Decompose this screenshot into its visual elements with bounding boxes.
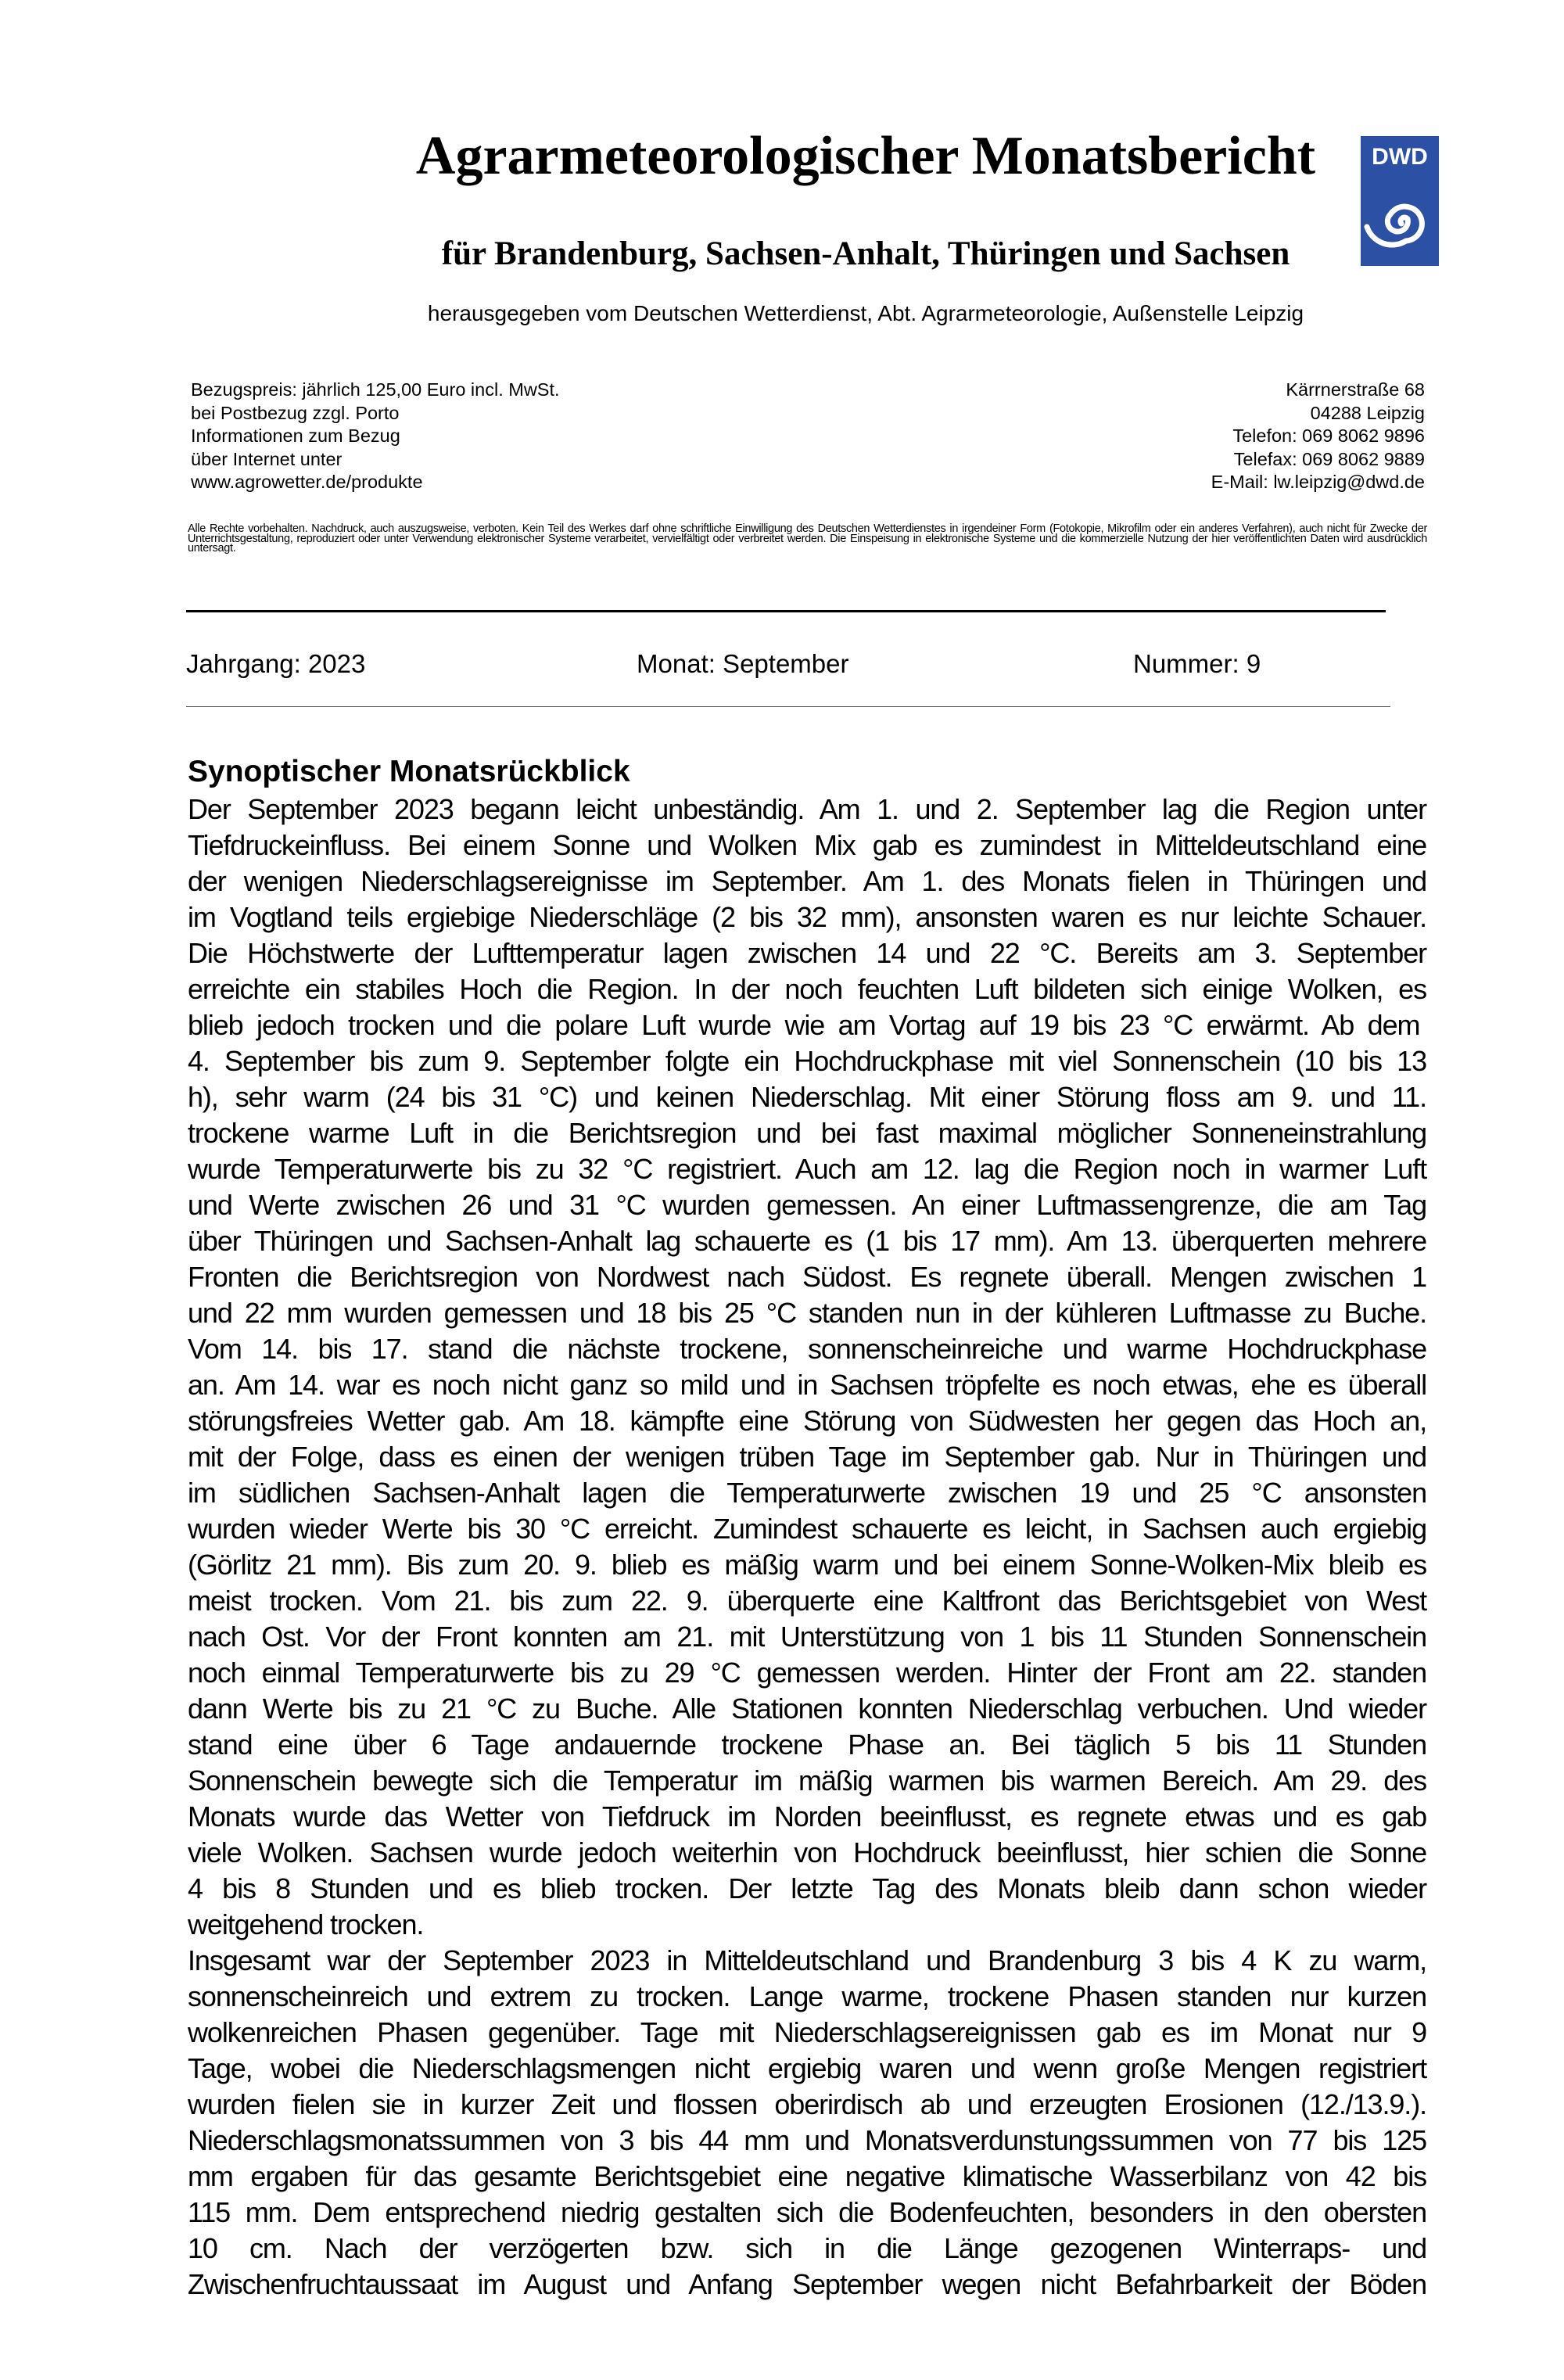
text-line: (Görlitz 21 mm). Bis zum 20. 9. blieb es mäßig warm und bei einem Sonne-Wolken-Mix bleib es <box>188 1549 1426 1581</box>
text-line: noch einmal Temperaturwerte bis zu 29 °C gemessen werden. Hinter der Front am 22. standen <box>188 1657 1426 1689</box>
text-line: wolkenreichen Phasen gegenüber. Tage mit Niederschlagsereignissen gab es im Monat nur 9 <box>188 2016 1426 2048</box>
publisher-line: herausgegeben vom Deutschen Wetterdienst, Abt. Agrarmeteorologie, Außenstelle Leipzig <box>427 301 1304 325</box>
email[interactable]: E-Mail: lw.leipzig@dwd.de <box>1211 472 1425 492</box>
text-line: störungsfreies Wetter gab. Am 18. kämpfte eine Störung von Südwesten her gegen das Hoch an, <box>188 1405 1426 1437</box>
text-line: weitgehend trocken. <box>188 1908 424 1940</box>
divider <box>186 610 1386 612</box>
text-line: Vom 14. bis 17. stand die nächste trockene, sonnenscheinreiche und warme Hochdruckphase <box>188 1333 1426 1365</box>
text-line: Tage, wobei die Niederschlagsmengen nicht ergiebig waren und wenn große Mengen registriert <box>188 2052 1426 2084</box>
text-line: Zwischenfruchtaussaat im August und Anfang September wegen nicht Befahrbarkeit der Böden <box>188 2268 1426 2300</box>
text-line: stand eine über 6 Tage andauernde trockene Phase an. Bei täglich 5 bis 11 Stunden <box>188 1728 1426 1761</box>
text-line: und Werte zwischen 26 und 31 °C wurden gemessen. An einer Luftmassengrenze, die am Tag <box>188 1189 1426 1221</box>
text-line: Die Höchstwerte der Lufttemperatur lagen zwischen 14 und 22 °C. Bereits am 3. September <box>188 937 1426 969</box>
text-line: Insgesamt war der September 2023 in Mitteldeutschland und Brandenburg 3 bis 4 K zu warm, <box>188 1944 1426 1976</box>
text-line: 4 bis 8 Stunden und es blieb trocken. Der letzte Tag des Monats bleib dann schon wieder <box>188 1872 1426 1904</box>
text-line: mit der Folge, dass es einen der wenigen trüben Tage im September gab. Nur in Thüringen und <box>188 1441 1426 1473</box>
text-line: Niederschlagsmonatssummen von 3 bis 44 mm und Monatsverdunstungssummen von 77 bis 125 <box>188 2124 1426 2156</box>
subscription-info <box>191 379 560 494</box>
text-line: der wenigen Niederschlagsereignisse im September. Am 1. des Monats fielen in Thüringen und <box>188 865 1426 897</box>
text-line: Sonnenschein bewegte sich die Temperatur im mäßig warmen bis warmen Bereich. Am 29. des <box>188 1764 1426 1797</box>
text-line: mm ergaben für das gesamte Berichtsgebiet eine negative klimatische Wasserbilanz von 42 bis <box>188 2160 1426 2192</box>
subscription-link[interactable]: www.agrowetter.de/produkte <box>191 472 423 492</box>
fax: Telefax: 069 8062 9889 <box>1233 448 1425 469</box>
text-line: über Thüringen und Sachsen-Anhalt lag schauerte es (1 bis 17 mm). Am 13. überquerten mehrere <box>188 1225 1426 1257</box>
text-line: Monats wurde das Wetter von Tiefdruck im Norden beeinflusst, es regnete etwas und es gab <box>188 1800 1426 1833</box>
text-line: 115 mm. Dem entsprechend niedrig gestalten sich die Bodenfeuchten, besonders in den obersten <box>188 2196 1426 2228</box>
text-line: Fronten die Berichtsregion von Nordwest nach Südost. Es regnete überall. Mengen zwischen 1 <box>188 1261 1426 1293</box>
text-line: wurde Temperaturwerte bis zu 32 °C registriert. Auch am 12. lag die Region noch in warmer Luft <box>188 1153 1426 1185</box>
text-line: erreichte ein stabiles Hoch die Region. In der noch feuchten Luft bildeten sich einige Wolken, es <box>188 973 1426 1005</box>
text-line: trockene warme Luft in die Berichtsregion und bei fast maximal möglicher Sonneneinstrahlung <box>188 1117 1426 1149</box>
phone: Telefon: 069 8062 9896 <box>1232 425 1425 446</box>
subscription-line: Informationen zum Bezug <box>191 425 400 446</box>
text-line: Der September 2023 begann leicht unbeständig. Am 1. und 2. September lag die Region unter <box>188 793 1426 825</box>
text-line: im südlichen Sachsen-Anhalt lagen die Temperaturwerte zwischen 19 und 25 °C ansonsten <box>188 1477 1426 1509</box>
text-line: und 22 mm wurden gemessen und 18 bis 25 °C standen nun in der kühleren Luftmasse zu Buche. <box>188 1297 1426 1329</box>
text-line: 10 cm. Nach der verzögerten bzw. sich in die Länge gezogenen Winterraps- und <box>188 2232 1426 2264</box>
address-block <box>1211 379 1425 494</box>
text-line: h), sehr warm (24 bis 31 °C) und keinen Niederschlag. Mit einer Störung floss am 9. und 11. <box>188 1081 1426 1113</box>
dwd-logo <box>1361 136 1439 266</box>
month-label: Monat: September <box>637 649 849 678</box>
text-line: dann Werte bis zu 21 °C zu Buche. Alle Stationen konnten Niederschlag verbuchen. Und wieder <box>188 1693 1426 1725</box>
address-line: Kärrnerstraße 68 <box>1286 379 1425 400</box>
address-line: 04288 Leipzig <box>1310 402 1425 423</box>
text-line: viele Wolken. Sachsen wurde jedoch weiterhin von Hochdruck beeinflusst, hier schien die Sonne <box>188 1836 1426 1868</box>
section-body <box>188 792 1426 2303</box>
text-line: wurden fielen sie in kurzer Zeit und flossen oberirdisch ab und erzeugten Erosionen (12./13.9.). <box>188 2088 1426 2120</box>
text-line: an. Am 14. war es noch nicht ganz so mild und in Sachsen tröpfelte es noch etwas, ehe es überall <box>188 1369 1426 1401</box>
subscription-line: bei Postbezug zzgl. Porto <box>191 402 400 423</box>
text-line: meist trocken. Vom 21. bis zum 22. 9. überquerte eine Kaltfront das Berichtsgebiet von West <box>188 1585 1426 1617</box>
text-line: Tiefdruckeinfluss. Bei einem Sonne und Wolken Mix gab es zumindest in Mitteldeutschland eine <box>188 829 1426 861</box>
text-line: im Vogtland teils ergiebige Niederschläge (2 bis 32 mm), ansonsten waren es nur leichte Schauer. <box>188 901 1426 933</box>
issue-number: Nummer: 9 <box>1133 649 1261 678</box>
divider <box>186 706 1390 707</box>
text-line: 4. September bis zum 9. September folgte ein Hochdruckphase mit viel Sonnenschein (10 bis 13 <box>188 1045 1426 1077</box>
text-line: wurden wieder Werte bis 30 °C erreicht. Zumindest schauerte es leicht, in Sachsen auch ergiebig <box>188 1513 1426 1545</box>
text-line: nach Ost. Vor der Front konnten am 21. mit Unterstützung von 1 bis 11 Stunden Sonnenschein <box>188 1621 1426 1653</box>
text-line: sonnenscheinreich und extrem zu trocken. Lange warme, trockene Phasen standen nur kurzen <box>188 1980 1426 2012</box>
text-line: blieb jedoch trocken und die polare Luft wurde wie am Vortag auf 19 bis 23 °C erwärmt. Ab dem <box>188 1009 1420 1041</box>
report-title: Agrarmeteorologischer Monatsbericht <box>415 126 1316 186</box>
section-heading: Synoptischer Monatsrückblick <box>188 755 630 788</box>
svg-text:DWD: DWD <box>1372 144 1428 170</box>
report-subtitle: für Brandenburg, Sachsen-Anhalt, Thüringen und Sachsen <box>441 235 1290 272</box>
subscription-line: über Internet unter <box>191 448 343 469</box>
subscription-line: Bezugspreis: jährlich 125,00 Euro incl. MwSt. <box>191 379 560 400</box>
copyright-notice: Alle Rechte vorbehalten. Nachdruck, auch auszugsweise, verboten. Kein Teil des Werkes darf ohne schriftliche Einwilligung des Deutschen Wetterdienstes in irgendeiner Form (Fotokopie, Mikrofilm oder ein anderes Verfahren), auch nicht für Zwecke der Unterrichtsgestaltung, reproduziert oder unter Verwendung elektronischer Systeme verarbeitet, vervielfältigt oder verbreitet werden. Die Einspeisung in elektronische Systeme und die kommerzielle Nutzung der hier veröffentlichten Daten wird ausdrücklich untersagt. <box>188 522 1427 555</box>
volume-label: Jahrgang: 2023 <box>186 649 366 678</box>
